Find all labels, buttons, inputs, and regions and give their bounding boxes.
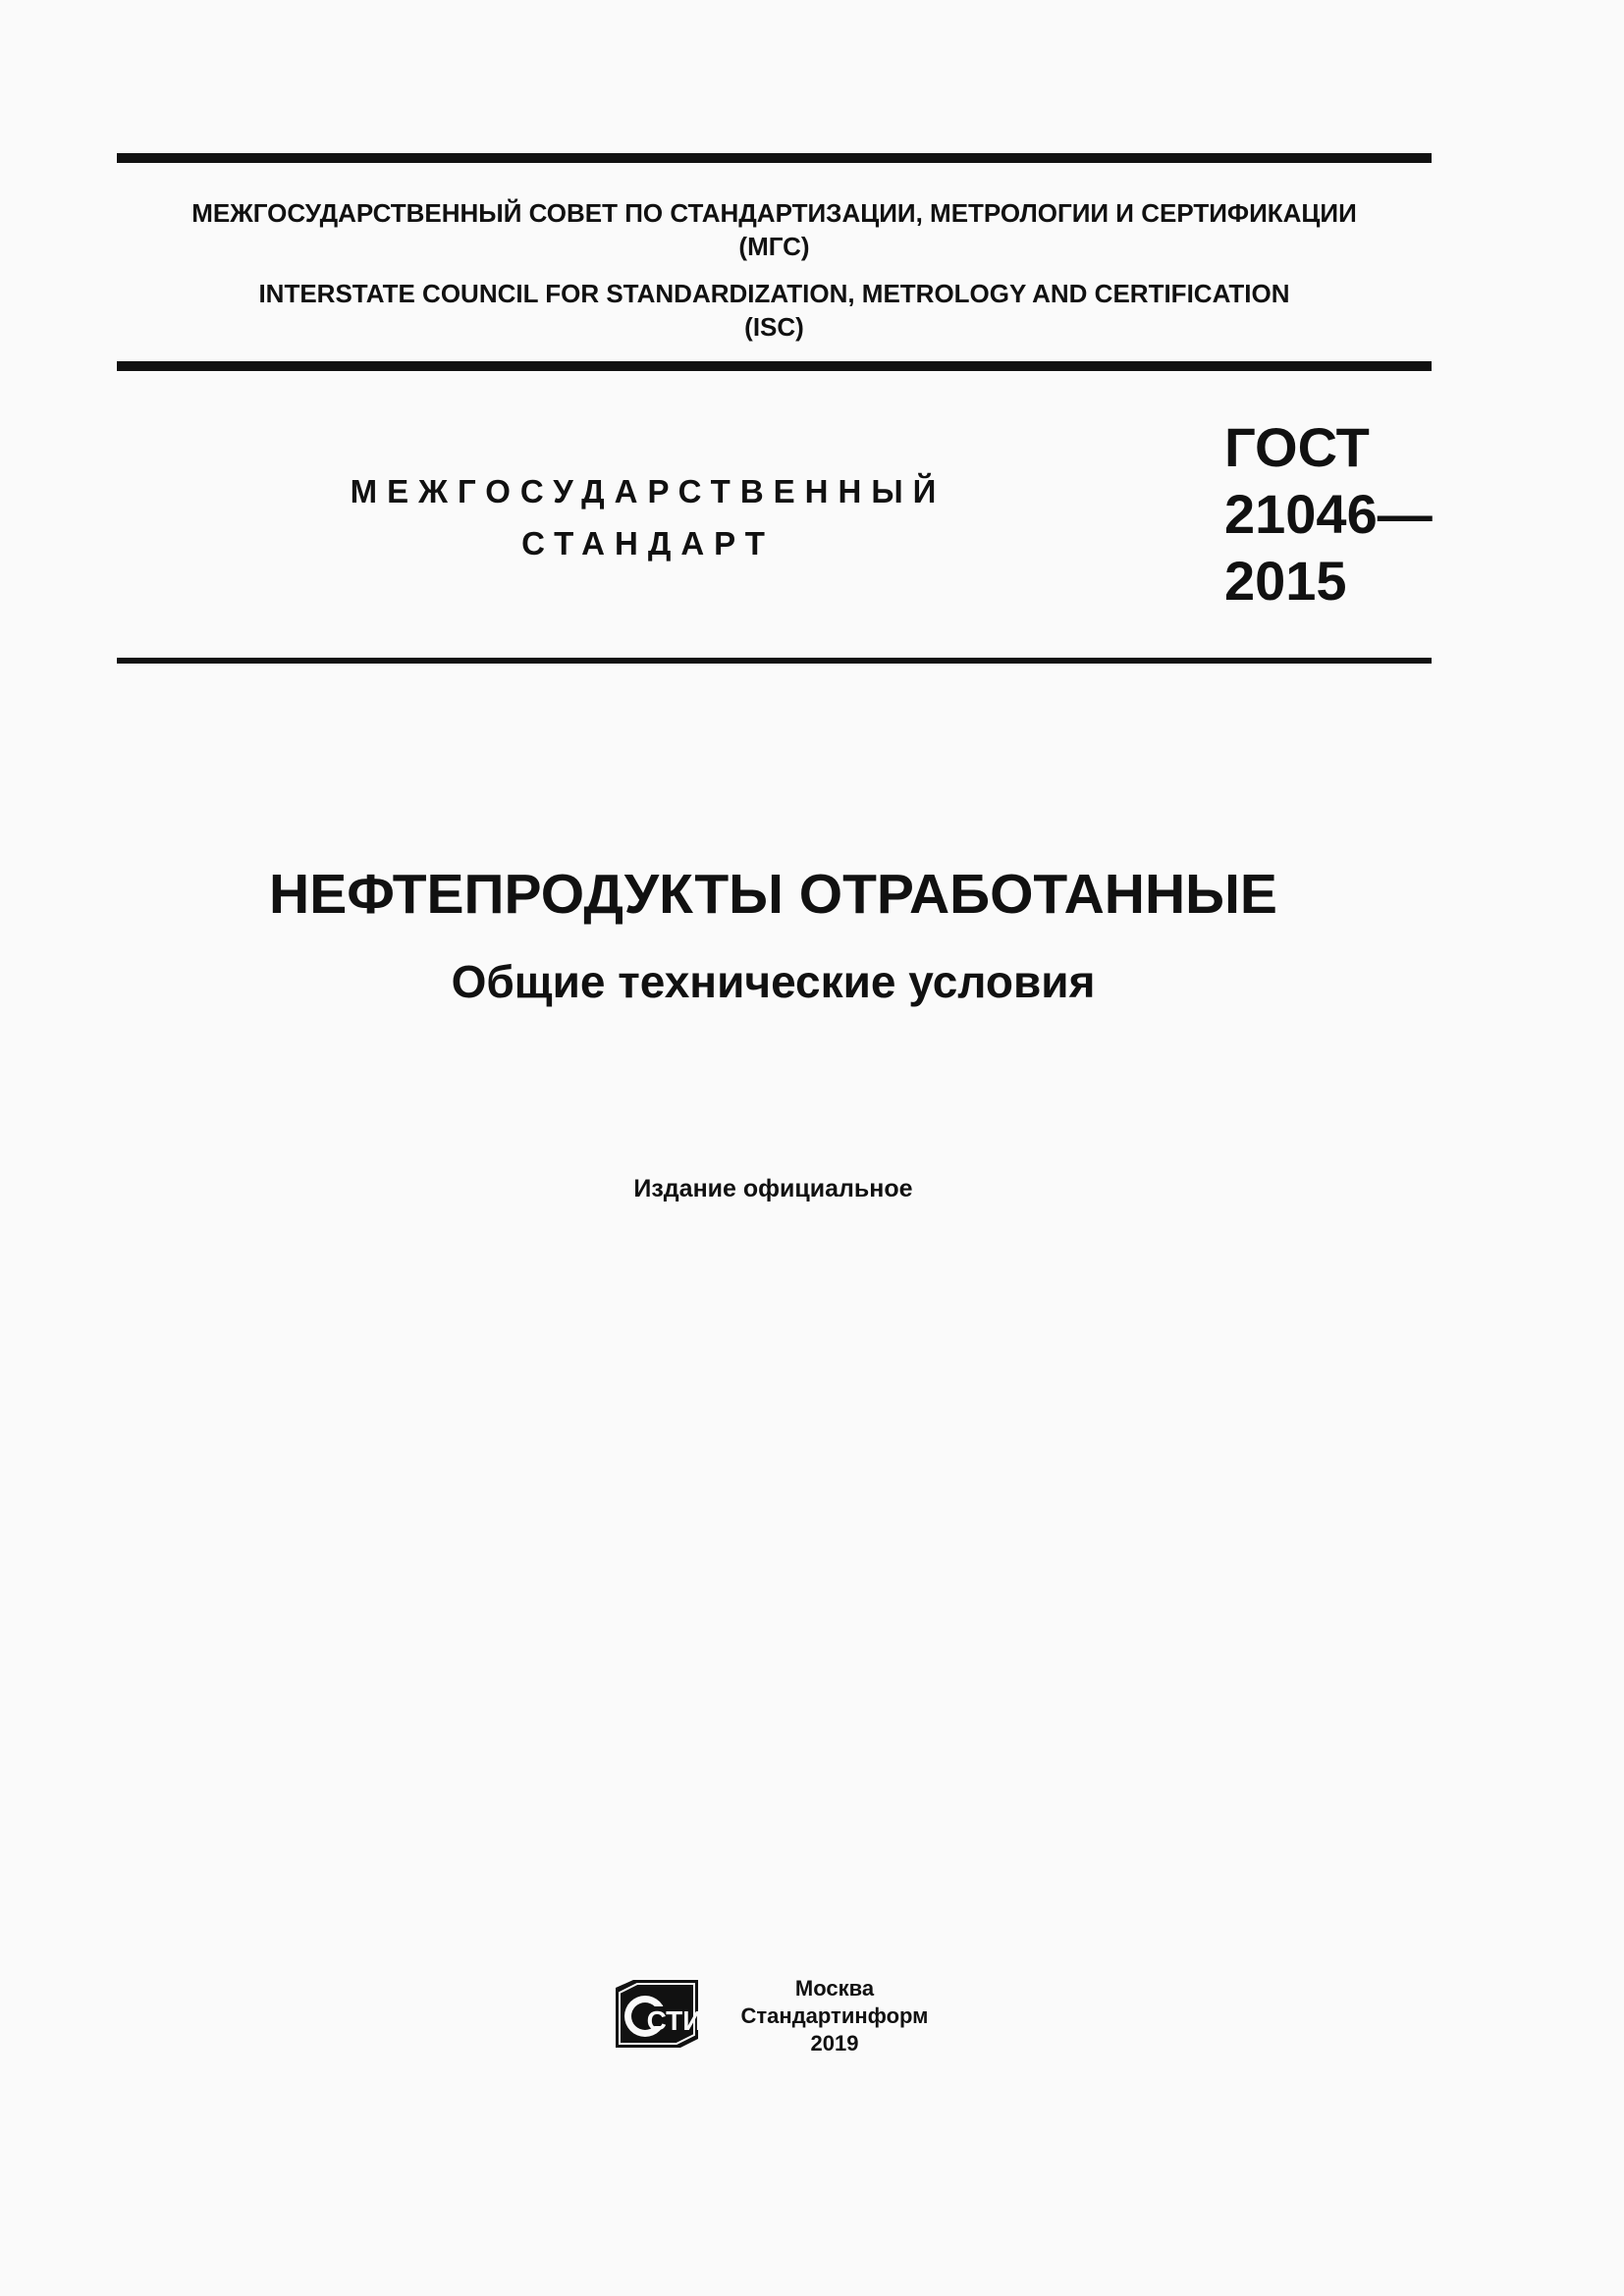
standard-kind-line1: МЕЖГОСУДАРСТВЕННЫЙ	[350, 473, 947, 509]
edition-label: Издание официальное	[633, 1175, 913, 1202]
logo-text: СТИ	[646, 2005, 703, 2036]
title-block-rule	[117, 658, 1432, 664]
imprint	[717, 1975, 952, 2057]
imprint-city: Москва	[794, 1976, 875, 2001]
document-subtitle: Общие технические условия	[451, 956, 1096, 1007]
top-rule	[117, 153, 1432, 163]
imprint-publisher: Стандартинформ	[740, 2003, 929, 2028]
standard-code-line2: 21046—	[1224, 483, 1433, 545]
standartinform-logo-icon	[612, 1979, 704, 2054]
imprint-year: 2019	[810, 2031, 859, 2056]
council-abbr-ru: (МГС)	[738, 232, 810, 261]
council-name-ru: МЕЖГОСУДАРСТВЕННЫЙ СОВЕТ ПО СТАНДАРТИЗАЦИИ, МЕТРОЛОГИИ И СЕРТИФИКАЦИИ	[191, 198, 1357, 228]
standard-kind-line2: СТАНДАРТ	[521, 525, 775, 561]
document-title: НЕФТЕПРОДУКТЫ ОТРАБОТАННЫЕ	[269, 863, 1277, 926]
standard-code-line1: ГОСТ	[1224, 416, 1370, 478]
council-abbr-en: (ISC)	[744, 312, 804, 342]
header-bottom-rule	[117, 361, 1432, 371]
standard-code	[1224, 414, 1450, 614]
council-name-en: INTERSTATE COUNCIL FOR STANDARDIZATION, METROLOGY AND CERTIFICATION	[258, 279, 1290, 308]
standard-code-line3: 2015	[1224, 550, 1347, 612]
